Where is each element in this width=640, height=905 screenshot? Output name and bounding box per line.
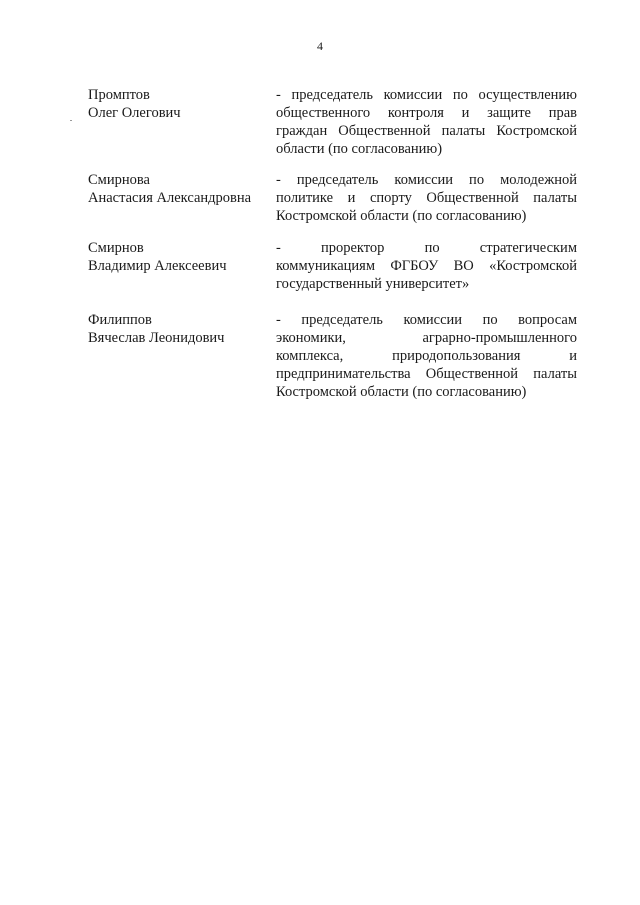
role-line: общественного контроля и защите прав (276, 105, 577, 121)
member-given-names: Владимир Алексеевич (88, 258, 227, 274)
scan-speck (70, 120, 72, 121)
page-number: 4 (317, 39, 323, 53)
member-role (276, 311, 577, 401)
member-name (88, 171, 268, 207)
role-line: области (по согласованию) (276, 141, 443, 157)
member-given-names: Олег Олегович (88, 105, 181, 121)
role-line: коммуникациям ФГБОУ ВО «Костромской (276, 258, 577, 274)
role-line: Костромской области (по согласованию) (276, 208, 527, 224)
role-line: - проректор по стратегическим (276, 240, 577, 256)
role-line: комплекса, природопользования и (276, 348, 577, 364)
member-role (276, 171, 577, 225)
role-line: Костромской области (по согласованию) (276, 384, 527, 400)
member-given-names: Анастасия Александровна (88, 190, 252, 206)
role-line: - председатель комиссии по молодежной (276, 172, 577, 188)
member-given-names: Вячеслав Леонидович (88, 330, 225, 346)
role-line: экономики, аграрно-промышленного (276, 330, 577, 346)
member-surname: Смирнова (88, 172, 150, 188)
member-surname: Филиппов (88, 312, 152, 328)
member-surname: Смирнов (88, 240, 144, 256)
role-line: граждан Общественной палаты Костромской (276, 123, 577, 139)
member-name (88, 311, 268, 347)
member-role (276, 239, 577, 293)
member-name (88, 86, 268, 122)
role-line: - председатель комиссии по вопросам (276, 312, 577, 328)
role-line: политике и спорту Общественной палаты (276, 190, 577, 206)
role-line: государственный университет» (276, 276, 470, 292)
role-line: предпринимательства Общественной палаты (276, 366, 577, 382)
member-name (88, 239, 268, 275)
member-surname: Промптов (88, 87, 150, 103)
member-role (276, 86, 577, 158)
role-line: - председатель комиссии по осуществлению (276, 87, 577, 103)
